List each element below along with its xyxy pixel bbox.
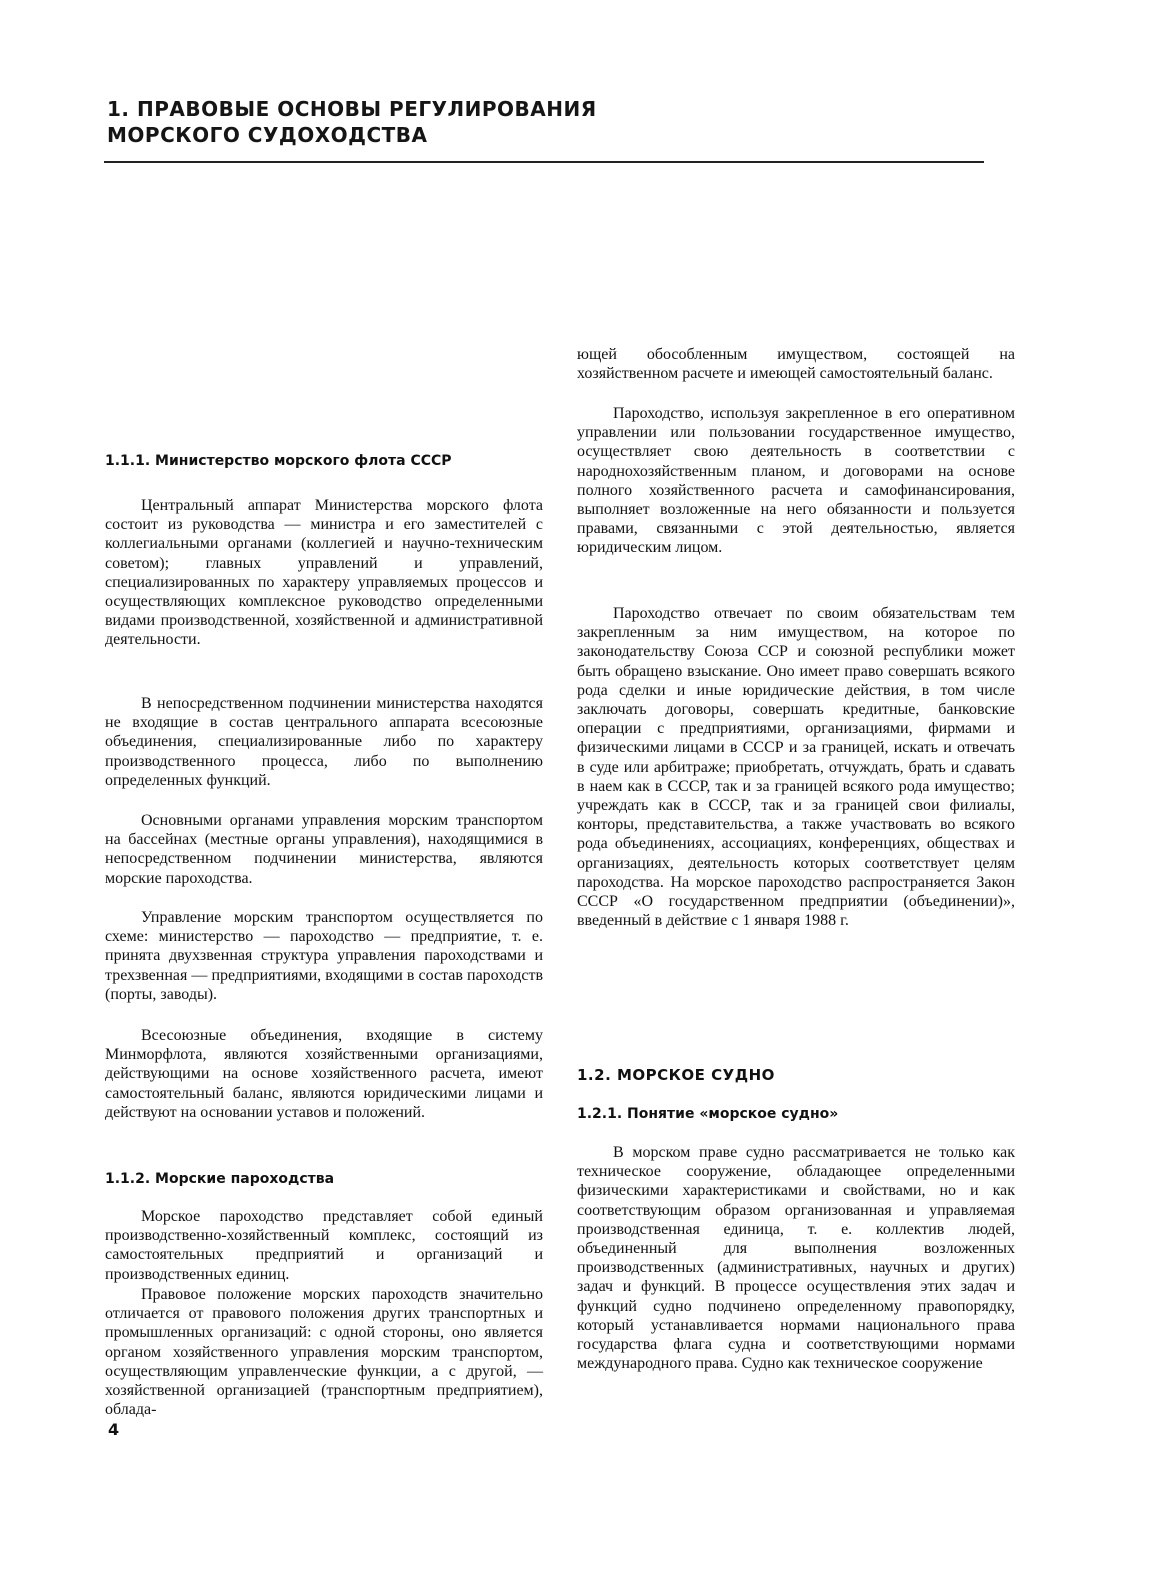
paragraph: Морское пароходство представляет собой единый производственно-хозяйственный комплекс, состоящий из самостоятельных предприятий и организаций и производственных единиц. (105, 1208, 543, 1283)
heading-1-2-1: 1.2.1. Понятие «морское судно» (577, 1106, 839, 1122)
heading-1-1-2: 1.1.2. Морские пароходства (105, 1171, 335, 1187)
heading-1-1-1: 1.1.1. Министерство морского флота СССР (105, 453, 452, 469)
paragraph: Правовое положение морских пароходств значительно отличается от правового положения других транспортных и промышленных организаций: с одной стороны, оно является органом хозяйственного управления морским транспортом, осуществляющим управленческие функции, а с другой, — хозяйственной организацией (транспортным предприятием), облада- (105, 1286, 543, 1419)
page-number: 4 (108, 1420, 120, 1439)
chapter-title-line-2: МОРСКОГО СУДОХОДСТВА (107, 123, 428, 147)
chapter-title (107, 96, 987, 148)
paragraph: Центральный аппарат Министерства морского флота состоит из руководства — министра и его заместителей с коллегиальными органами (коллегией и научно-техническим советом); главных управлений и управлений, специализированных по характеру управляемых процессов и осуществляющих комплексное руководство определенными видами производственной, хозяйственной и административной деятельности. (105, 497, 543, 649)
paragraph: Пароходство отвечает по своим обязательствам тем закрепленным за ним имуществом, на которое по законодательству Союза ССР и союзной республики может быть обращено взыскание. Оно имеет право совершать всякого рода сделки и иные юридические действия, в том числе заключать договоры, совершать кредитные, банковские операции с предприятиями, организациями, фирмами и физическими лицами в СССР и за границей, искать и отвечать в суде или арбитраже; приобретать, отчуждать, брать и сдавать в наем как в СССР, так и за границей всякого рода имущество; учреждать как в СССР, так и за границей свои филиалы, конторы, представительства, а также участвовать во всякого рода объединениях, ассоциациях, конференциях, обществах и организациях, деятельность которых соответствует целям пароходства. На морское пароходство распространяется Закон СССР «О государственном предприятии (объединении)», введенный в действие с 1 января 1988 г. (577, 605, 1015, 930)
heading-1-2: 1.2. МОРСКОЕ СУДНО (577, 1066, 775, 1084)
paragraph: В непосредственном подчинении министерства находятся не входящие в состав центрального аппарата всесоюзные объединения, специализированные либо по характеру производственного процесса, либо по выполнению определенных функций. (105, 695, 543, 789)
chapter-rule (104, 161, 984, 163)
paragraph: Всесоюзные объединения, входящие в систему Минморфлота, являются хозяйственными организациями, действующими на основе хозяйственного расчета, имеют самостоятельный баланс, являются юридическими лицами и действуют на основании уставов и положений. (105, 1027, 543, 1121)
chapter-title-line-1: 1. ПРАВОВЫЕ ОСНОВЫ РЕГУЛИРОВАНИЯ (107, 97, 597, 121)
paragraph: ющей обособленным имуществом, состоящей на хозяйственном расчете и имеющей самостоятельный баланс. (577, 346, 1015, 383)
paragraph: Основными органами управления морским транспортом на бассейнах (местные органы управления), находящимися в непосредственном подчинении министерства, являются морские пароходства. (105, 812, 543, 887)
paragraph: В морском праве судно рассматривается не только как техническое сооружение, обладающее определенными физическими характеристиками и свойствами, но и как соответствующим образом организованная и управляемая производственная единица, т. е. коллектив людей, объединенный для выполнения возложенных производственных (административных, научных и других) задач и функций. В процессе осуществления этих задач и функций судно подчинено определенному правопорядку, который устанавливается нормами национального права государства флага судна и соответствующими нормами международного права. Судно как техническое сооружение (577, 1144, 1015, 1373)
paragraph: Пароходство, используя закрепленное в его оперативном управлении или пользовании государственное имущество, осуществляет свою деятельность в соответствии с народнохозяйственным планом, и договорами на основе полного хозяйственного расчета и самофинансирования, выполняет возложенные на него обязанности и пользуется правами, связанными с этой деятельностью, является юридическим лицом. (577, 405, 1015, 557)
paragraph: Управление морским транспортом осуществляется по схеме: министерство — пароходство — предприятие, т. е. принята двухзвенная структура управления пароходствами и трехзвенная — предприятиями, входящими в состав пароходств (порты, заводы). (105, 909, 543, 1003)
